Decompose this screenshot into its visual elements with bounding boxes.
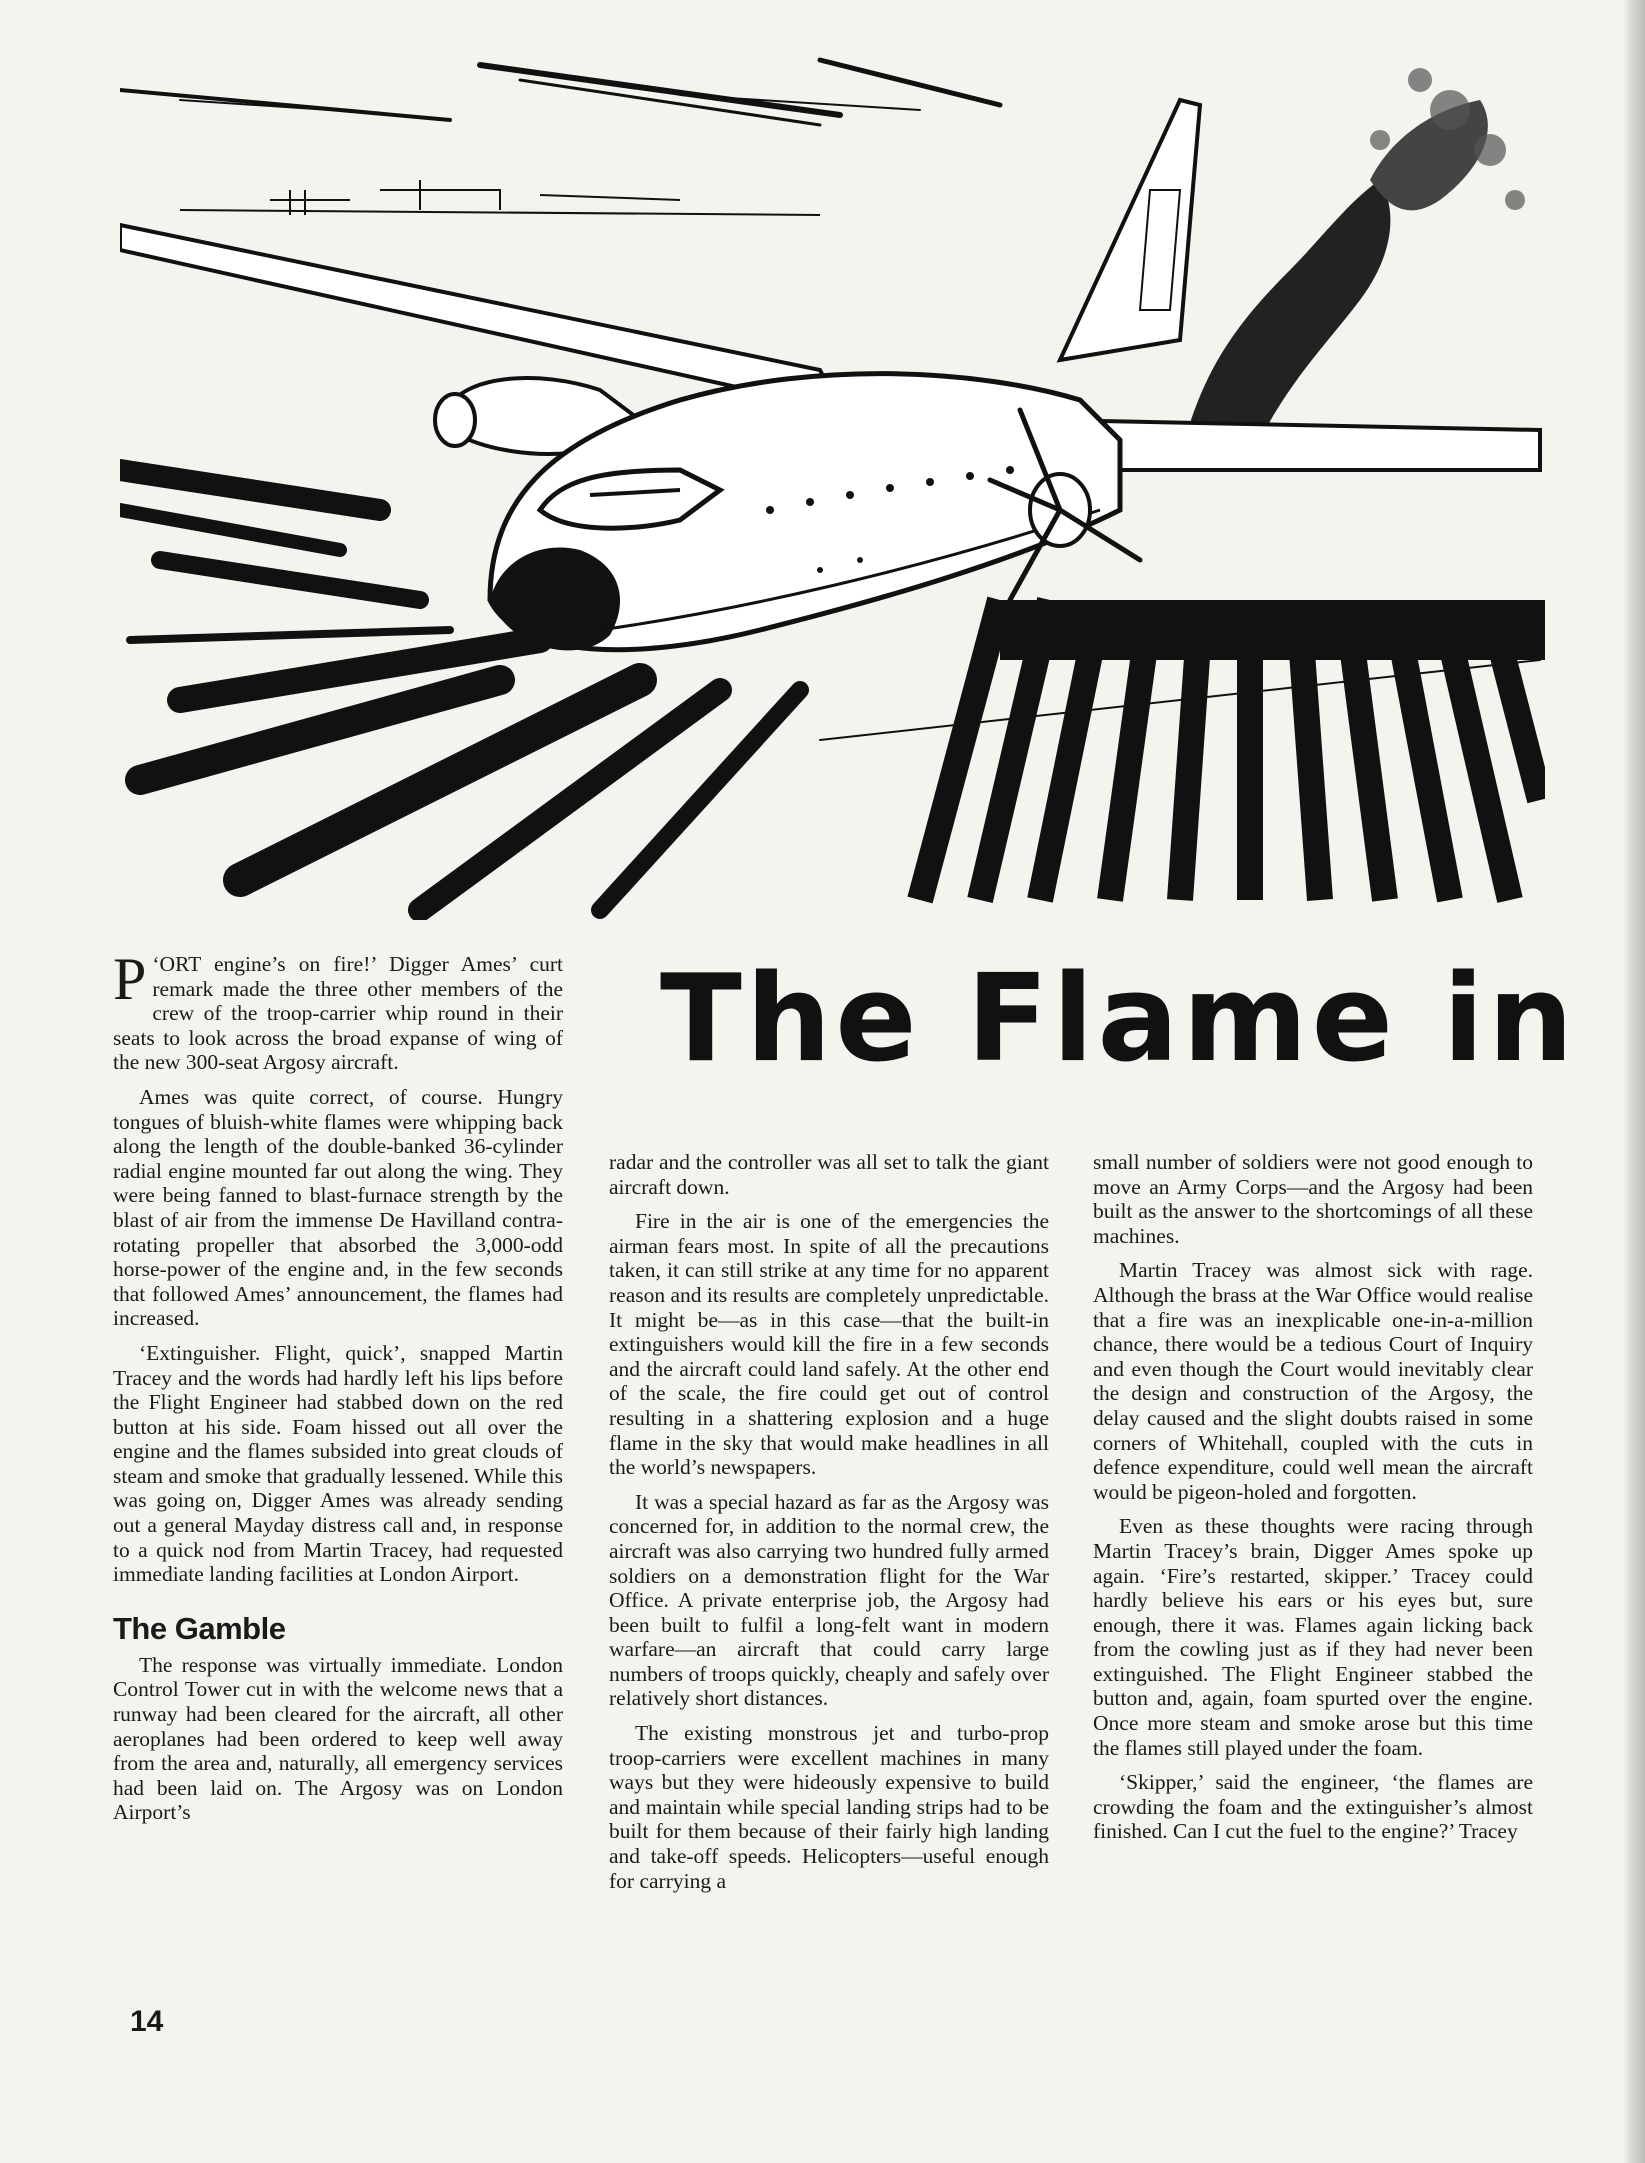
article-column-2 (609, 1150, 1049, 1903)
article-column-3 (1093, 1150, 1533, 1854)
article-column-1 (113, 946, 563, 1835)
page-number: 14 (130, 2005, 164, 2038)
paragraph: ‘Skipper,’ said the engineer, ‘the flames are crowding the foam and the extinguisher’s almost finished. Can I cut the fuel to the engine?’ Tracey (1093, 1770, 1533, 1844)
opening-paragraph-text: ORT engine’s on fire!’ Digger Ames’ curt remark made the three other members of the crew of the troop-carrier whip round in their seats to look across the broad expanse of wing of the new 300-seat Argosy aircraft. (113, 952, 563, 1075)
paragraph: Ames was quite correct, of course. Hungry tongues of bluish-white flames were whipping back along the length of the double-banked 36-cylinder radial engine mounted far out along the wing. They were being fanned to blast-furnace strength by the blast of air from the immense De Havilland contra-rotating propeller that absorbed the 3,000-odd horse-power of the engine and, in the few seconds that followed Ames’ announcement, the flames had increased. (113, 1084, 563, 1331)
paragraph: It was a special hazard as far as the Argosy was concerned for, in addition to the normal crew, the aircraft was also carrying two hundred fully armed soldiers on a demonstration flight for the War Office. A private enterprise job, the Argosy had been built to fulfil a long-felt want in modern warfare—an aircraft that could carry large numbers of troops quickly, cheaply and safely over relatively short distances. (609, 1489, 1049, 1711)
section-subhead: The Gamble (113, 1610, 286, 1646)
paragraph: The existing monstrous jet and turbo-prop troop-carriers were excellent machines in many ways but they were hideously expensive to build and maintain while special landing strips had to be built for them because of their fairly high landing and take-off speeds. Helicopters—useful enough for carrying a (609, 1721, 1049, 1893)
paragraph: small number of soldiers were not good enough to move an Army Corps—and the Argosy had been built as the answer to the shortcomings of all these machines. (1093, 1150, 1533, 1248)
paragraph: ‘Extinguisher. Flight, quick’, snapped Martin Tracey and the words had hardly left his lips before the Flight Engineer had stabbed down on the red button at his side. Foam hissed out all over the engine and the flames subsided into great clouds of steam and smoke that gradually lessened. While this was going on, Digger Ames was already sending out a general Mayday distress call and, in response to a quick nod from Martin Tracey, had requested immediate landing facilities at London Airport. (113, 1340, 563, 1587)
paragraph: Martin Tracey was almost sick with rage. Although the brass at the War Office would realise that a fire was an inexplicable one-in-a-million chance, there would be a tedious Court of Inquiry and even though the Court would inevitably clear the design and construction of the Argosy, the delay caused and the slight doubts raised in some corners of Whitehall, coupled with the cuts in defence expenditure, could well mean the aircraft would be pigeon-holed and forgotten. (1093, 1258, 1533, 1504)
paragraph: The response was virtually immediate. London Control Tower cut in with the welcome news that a runway had been cleared for the aircraft, all other aeroplanes had been ordered to keep well away from the area and, naturally, all emergency services had been laid on. The Argosy was on London Airport’s (113, 1652, 563, 1825)
paragraph: Fire in the air is one of the emergencies the airman fears most. In spite of all the precautions taken, it can still strike at any time for no apparent reason and its results are completely unpredictable. It might be—as in this case—that the built-in extinguishers would kill the fire in a few seconds and the aircraft could land safely. At the other end of the scale, the fire could get out of control resulting in a shattering explosion and a huge flame in the sky that would make headlines in all the world’s newspapers. (609, 1209, 1049, 1480)
drop-cap: P (113, 946, 147, 1012)
paragraph: Even as these thoughts were racing through Martin Tracey’s brain, Digger Ames spoke up again. ‘Fire’s restarted, skipper.’ Tracey could hardly believe his ears or his eyes but, sure enough, there it was. Flames again licking back from the cowling just as if they had never been extinguished. The Flight Engineer stabbed the button and, again, foam spurted over the engine. Once more steam and smoke arose but this time the flames still played under the foam. (1093, 1514, 1533, 1760)
article-headline: The Flame in (660, 950, 1578, 1089)
opening-quote: ‘ (152, 952, 160, 976)
aircraft-illustration (120, 40, 1545, 920)
opening-paragraph (113, 946, 563, 1075)
page-edge-shadow (1623, 0, 1645, 2163)
paragraph: radar and the controller was all set to talk the giant aircraft down. (609, 1150, 1049, 1199)
